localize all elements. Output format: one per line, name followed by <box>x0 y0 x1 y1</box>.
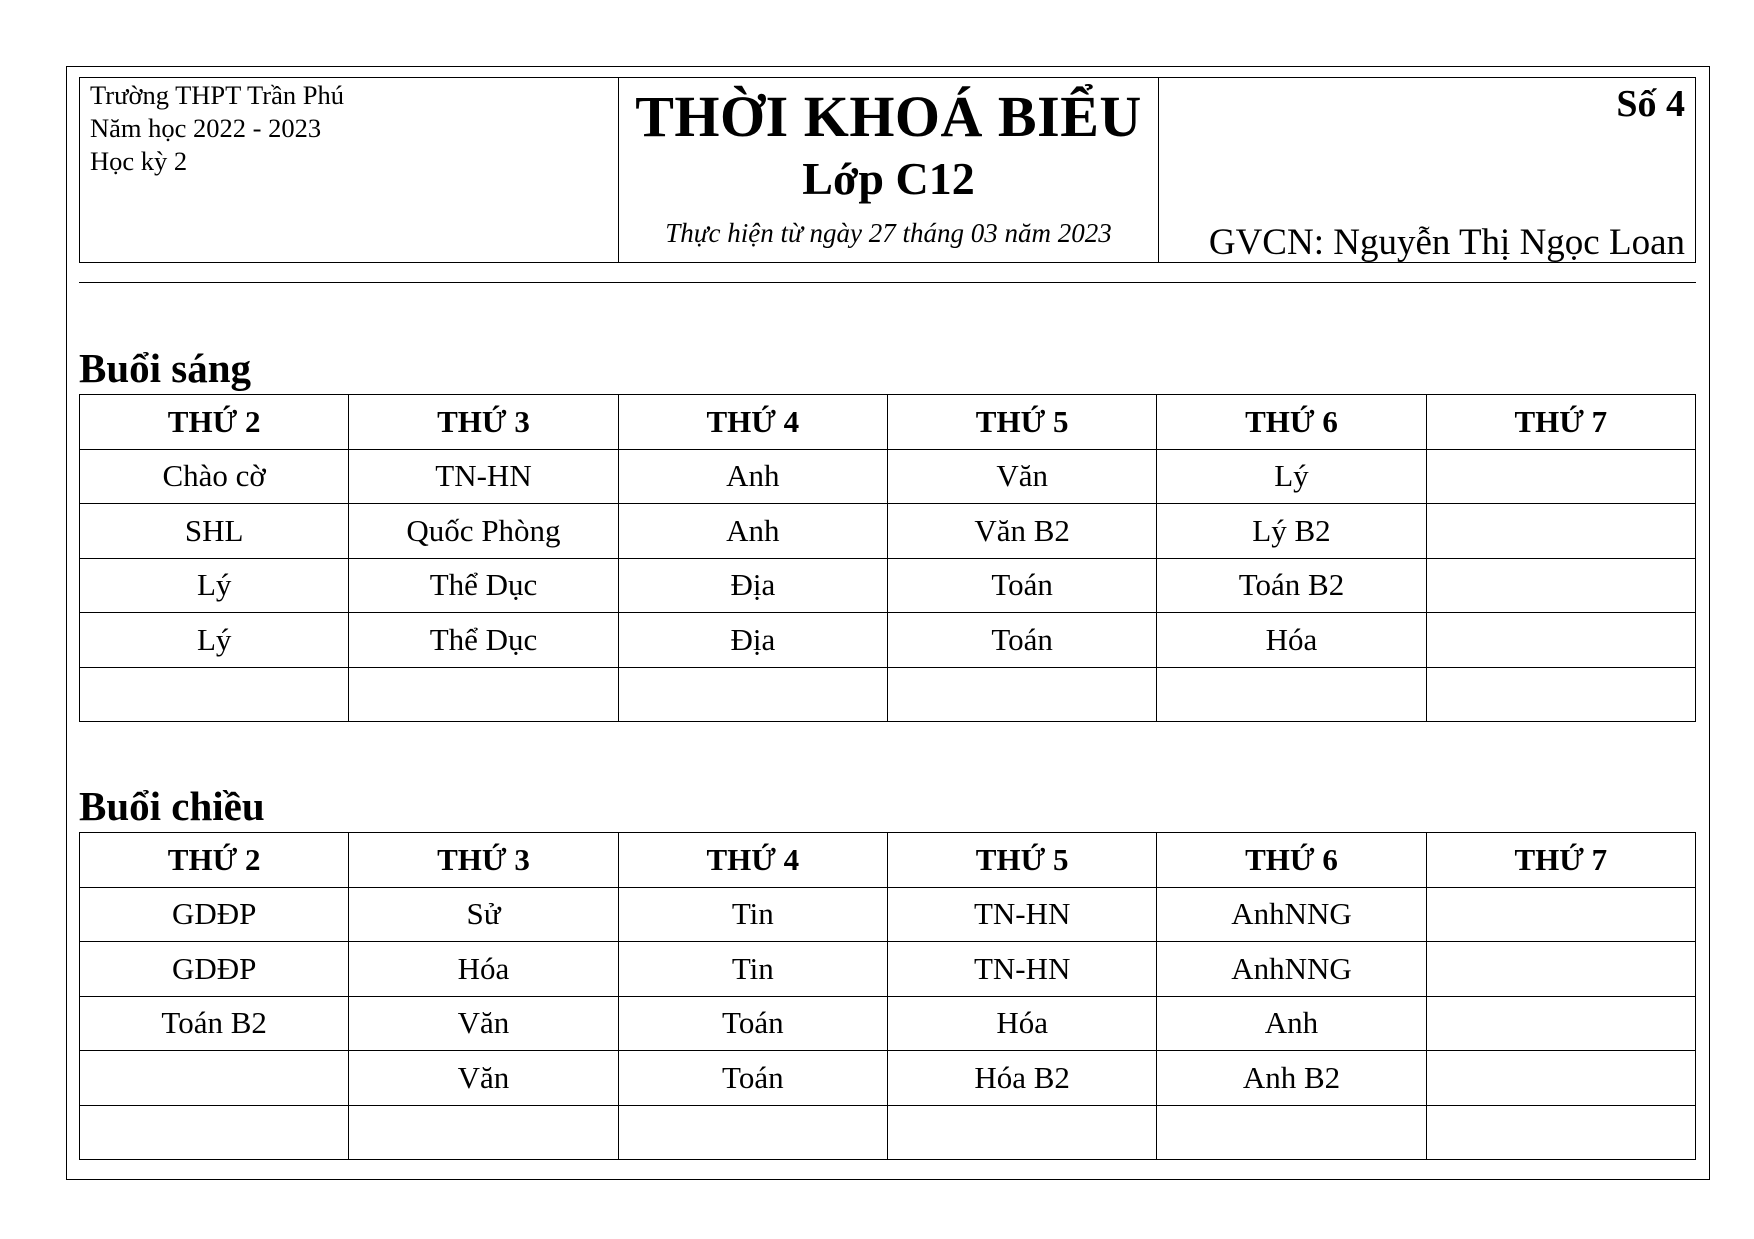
day-header: THỨ 2 <box>80 833 349 888</box>
subject-cell <box>80 1105 349 1160</box>
morning-title: Buổi sáng <box>79 345 252 391</box>
subject-cell: Sử <box>349 887 618 942</box>
subject-cell: Anh <box>618 504 887 559</box>
effective-date: Thực hiện từ ngày 27 tháng 03 năm 2023 <box>665 218 1112 248</box>
subject-cell <box>1426 1105 1695 1160</box>
subject-cell: Thể Dục <box>349 558 618 613</box>
afternoon-title: Buổi chiều <box>79 783 265 829</box>
period-row <box>80 942 1696 997</box>
school-info <box>80 78 619 262</box>
subject-cell: Tin <box>618 942 887 997</box>
period-row <box>80 1105 1696 1160</box>
subject-cell <box>1426 996 1695 1051</box>
subject-cell <box>1426 449 1695 504</box>
subject-cell: Tin <box>618 887 887 942</box>
subject-cell: Anh <box>1157 996 1426 1051</box>
subject-cell: Văn <box>349 1051 618 1106</box>
school-year: Năm học 2022 - 2023 <box>90 113 322 143</box>
day-header: THỨ 6 <box>1157 833 1426 888</box>
day-header: THỨ 7 <box>1426 395 1695 450</box>
period-row <box>80 996 1696 1051</box>
subject-cell: Toán <box>887 613 1156 668</box>
subject-cell: Lý <box>1157 449 1426 504</box>
subject-cell <box>618 667 887 722</box>
subject-cell: Văn B2 <box>887 504 1156 559</box>
subject-cell <box>1426 942 1695 997</box>
subject-cell <box>1426 667 1695 722</box>
subject-cell: Thể Dục <box>349 613 618 668</box>
subject-cell: GDĐP <box>80 942 349 997</box>
subject-cell <box>1426 558 1695 613</box>
title-block <box>619 78 1159 262</box>
subject-cell: Toán <box>618 996 887 1051</box>
subject-cell: SHL <box>80 504 349 559</box>
day-header: THỨ 4 <box>618 395 887 450</box>
day-header: THỨ 7 <box>1426 833 1695 888</box>
subject-cell: GDĐP <box>80 887 349 942</box>
header <box>79 77 1696 263</box>
period-row <box>80 504 1696 559</box>
period-row <box>80 1051 1696 1106</box>
schedule-number: Số 4 <box>1616 83 1685 125</box>
subject-cell: Toán B2 <box>1157 558 1426 613</box>
morning-table <box>79 394 1696 722</box>
subject-cell: Quốc Phòng <box>349 504 618 559</box>
period-row <box>80 667 1696 722</box>
school-name: Trường THPT Trần Phú <box>90 80 344 110</box>
day-header: THỨ 3 <box>349 395 618 450</box>
subject-cell: Địa <box>618 558 887 613</box>
day-header: THỨ 5 <box>887 395 1156 450</box>
period-row <box>80 558 1696 613</box>
subject-cell: Lý <box>80 558 349 613</box>
header-row <box>80 833 1696 888</box>
class-name: Lớp C12 <box>802 153 975 204</box>
subject-cell <box>80 1051 349 1106</box>
subject-cell: Toán <box>887 558 1156 613</box>
subject-cell: TN-HN <box>349 449 618 504</box>
subject-cell: Chào cờ <box>80 449 349 504</box>
subject-cell <box>1157 667 1426 722</box>
subject-cell: Toán B2 <box>80 996 349 1051</box>
subject-cell <box>349 667 618 722</box>
subject-cell: Anh B2 <box>1157 1051 1426 1106</box>
subject-cell <box>1426 504 1695 559</box>
homeroom-teacher: GVCN: Nguyễn Thị Ngọc Loan <box>1208 222 1685 263</box>
info-block <box>1159 78 1695 262</box>
subject-cell: Lý B2 <box>1157 504 1426 559</box>
subject-cell: Văn <box>349 996 618 1051</box>
subject-cell: AnhNNG <box>1157 942 1426 997</box>
subject-cell: Hóa B2 <box>887 1051 1156 1106</box>
subject-cell: Anh <box>618 449 887 504</box>
subject-cell: Hóa <box>887 996 1156 1051</box>
subject-cell: Địa <box>618 613 887 668</box>
subject-cell <box>349 1105 618 1160</box>
subject-cell <box>1426 887 1695 942</box>
period-row <box>80 887 1696 942</box>
subject-cell <box>618 1105 887 1160</box>
period-row <box>80 449 1696 504</box>
day-header: THỨ 4 <box>618 833 887 888</box>
subject-cell: Lý <box>80 613 349 668</box>
page-title: THỜI KHOÁ BIỂU <box>635 84 1142 149</box>
afternoon-table <box>79 832 1696 1160</box>
subject-cell <box>1426 613 1695 668</box>
subject-cell <box>1157 1105 1426 1160</box>
subject-cell: Văn <box>887 449 1156 504</box>
divider <box>79 282 1696 283</box>
day-header: THỨ 3 <box>349 833 618 888</box>
subject-cell: Hóa <box>1157 613 1426 668</box>
subject-cell <box>887 1105 1156 1160</box>
subject-cell: AnhNNG <box>1157 887 1426 942</box>
subject-cell: Toán <box>618 1051 887 1106</box>
day-header: THỨ 6 <box>1157 395 1426 450</box>
day-header: THỨ 5 <box>887 833 1156 888</box>
subject-cell <box>80 667 349 722</box>
header-row <box>80 395 1696 450</box>
subject-cell <box>887 667 1156 722</box>
day-header: THỨ 2 <box>80 395 349 450</box>
subject-cell <box>1426 1051 1695 1106</box>
subject-cell: TN-HN <box>887 887 1156 942</box>
subject-cell: Hóa <box>349 942 618 997</box>
period-row <box>80 613 1696 668</box>
semester: Học kỳ 2 <box>90 146 188 176</box>
subject-cell: TN-HN <box>887 942 1156 997</box>
